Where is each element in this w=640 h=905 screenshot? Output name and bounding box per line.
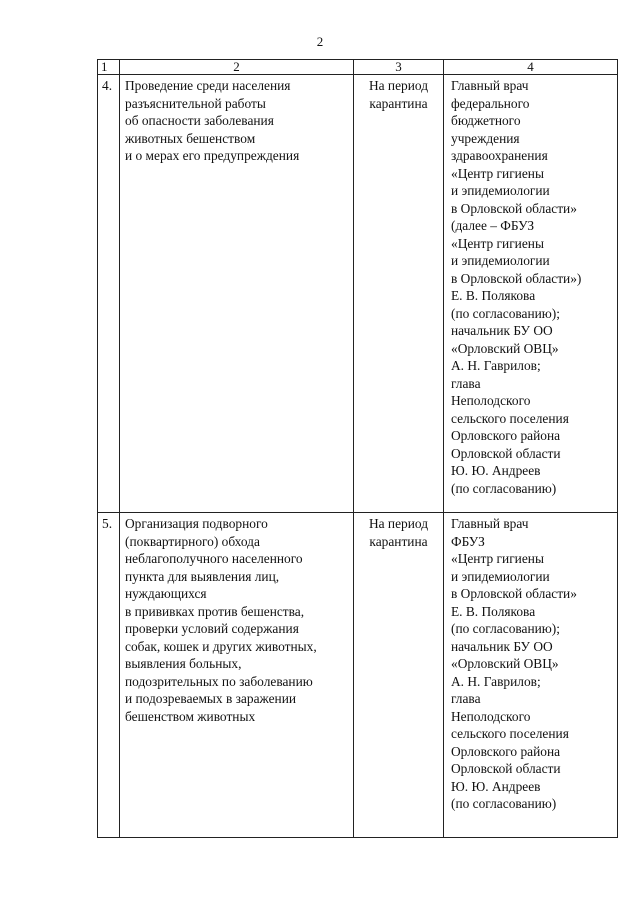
- responsible-line: «Орловский ОВЦ»: [451, 340, 559, 356]
- header-col-2: 2: [120, 60, 354, 75]
- period-cell: [354, 513, 444, 838]
- responsible-line: начальник БУ ОО: [451, 638, 553, 654]
- responsible-line: «Орловский ОВЦ»: [451, 656, 559, 671]
- responsible-line: бюджетного: [451, 113, 521, 128]
- period-line: На период: [368, 516, 429, 531]
- responsible-cell: [444, 513, 618, 838]
- row-number: 5.: [98, 513, 120, 838]
- responsible-line: учреждения: [451, 130, 520, 146]
- activity-line: бешенством животных: [125, 708, 256, 724]
- table-row: [98, 75, 618, 513]
- responsible-line: глава: [451, 375, 481, 391]
- responsible-line: (по согласованию): [451, 796, 557, 811]
- table-header-row: [98, 60, 618, 75]
- page-number: 2: [316, 34, 324, 49]
- activity-line: неблагополучного населенного: [125, 551, 303, 566]
- responsible-line: Неполодского: [451, 393, 531, 408]
- responsible-line: (далее – ФБУЗ: [451, 218, 535, 233]
- responsible-line: Орловского района: [451, 743, 561, 759]
- activity-cell: [120, 75, 354, 513]
- responsible-line: «Центр гигиены: [451, 165, 544, 181]
- header-col-4: 4: [444, 60, 618, 75]
- responsible-line: А. Н. Гаврилов;: [451, 673, 541, 689]
- period-line: карантина: [369, 95, 428, 111]
- activity-line: собак, кошек и других животных,: [125, 638, 317, 654]
- activity-cell: [120, 513, 354, 838]
- responsible-line: Ю. Ю. Андреев: [451, 463, 541, 478]
- header-col-3: 3: [354, 60, 444, 75]
- responsible-line: в Орловской области»: [451, 200, 577, 216]
- responsible-line: «Центр гигиены: [451, 235, 544, 251]
- activity-line: нуждающихся: [125, 586, 207, 601]
- responsible-line: А. Н. Гаврилов;: [451, 358, 541, 373]
- responsible-line: Орловской области: [451, 445, 561, 461]
- responsible-line: глава: [451, 691, 481, 706]
- responsible-line: в Орловской области»): [451, 270, 582, 286]
- activity-line: Проведение среди населения: [125, 78, 291, 93]
- measures-table: [97, 59, 618, 838]
- responsible-line: (по согласованию);: [451, 621, 560, 636]
- activity-line: и подозреваемых в заражении: [125, 691, 297, 706]
- responsible-line: здравоохранения: [451, 148, 548, 163]
- activity-line: об опасности заболевания: [125, 113, 274, 128]
- responsible-line: федерального: [451, 95, 530, 111]
- responsible-cell: [444, 75, 618, 513]
- period-cell: [354, 75, 444, 513]
- responsible-line: Е. В. Полякова: [451, 288, 536, 303]
- responsible-line: «Центр гигиены: [451, 551, 544, 566]
- responsible-line: Орловской области: [451, 761, 561, 776]
- activity-line: Организация подворного: [125, 516, 268, 531]
- responsible-line: и эпидемиологии: [451, 183, 550, 198]
- period-line: На период: [368, 78, 429, 93]
- responsible-line: Главный врач: [451, 516, 529, 531]
- responsible-line: начальник БУ ОО: [451, 323, 553, 338]
- period-line: карантина: [369, 533, 428, 549]
- responsible-line: сельского поселения: [451, 410, 569, 426]
- responsible-line: Неполодского: [451, 708, 531, 724]
- activity-line: подозрительных по заболеванию: [125, 673, 313, 689]
- activity-line: и о мерах его предупреждения: [125, 148, 300, 163]
- responsible-line: (по согласованию);: [451, 305, 560, 321]
- activity-line: животных бешенством: [125, 130, 256, 146]
- activity-line: пункта для выявления лиц,: [125, 568, 280, 584]
- activity-line: проверки условий содержания: [125, 621, 299, 636]
- table-row: [98, 513, 618, 838]
- responsible-line: сельского поселения: [451, 726, 569, 741]
- responsible-line: и эпидемиологии: [451, 253, 550, 268]
- row-number: 4.: [98, 75, 120, 513]
- activity-line: в прививках против бешенства,: [125, 603, 305, 619]
- responsible-line: в Орловской области»: [451, 586, 577, 601]
- activity-line: (поквартирного) обхода: [125, 533, 260, 549]
- activity-line: выявления больных,: [125, 656, 242, 671]
- responsible-line: Главный врач: [451, 78, 529, 93]
- header-col-1: 1: [98, 60, 120, 75]
- responsible-line: Орловского района: [451, 428, 561, 443]
- responsible-line: (по согласованию): [451, 480, 557, 496]
- responsible-line: Ю. Ю. Андреев: [451, 778, 541, 794]
- responsible-line: и эпидемиологии: [451, 568, 550, 584]
- responsible-line: ФБУЗ: [451, 533, 485, 549]
- responsible-line: Е. В. Полякова: [451, 603, 536, 619]
- activity-line: разъяснительной работы: [125, 95, 266, 111]
